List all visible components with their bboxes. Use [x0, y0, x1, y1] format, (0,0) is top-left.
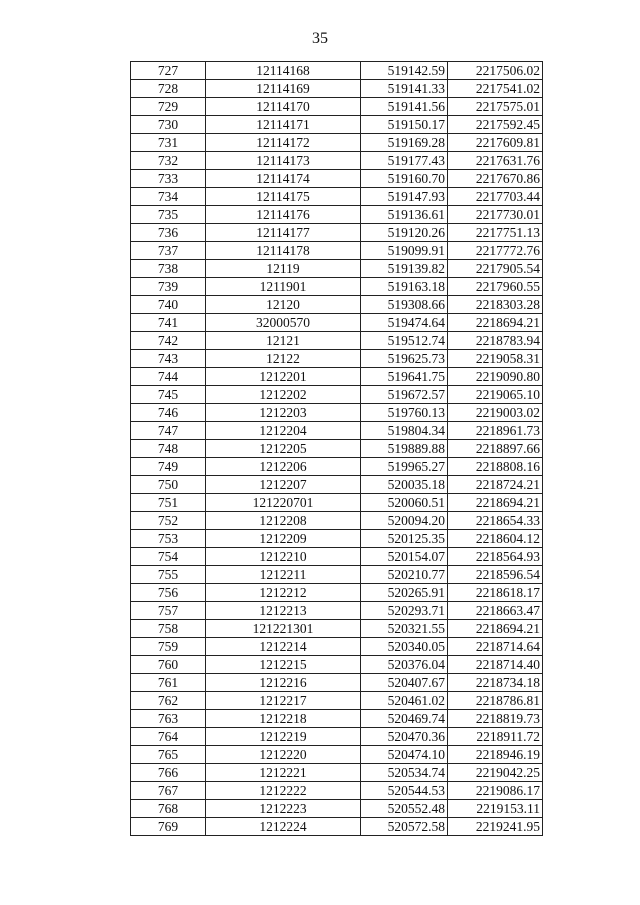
table-row — [131, 242, 543, 260]
table-row — [131, 332, 543, 350]
x-coordinate-cell: 519141.33 — [361, 80, 448, 98]
x-coordinate-cell: 519120.26 — [361, 224, 448, 242]
y-coordinate-cell: 2218618.17 — [448, 584, 543, 602]
row-number-cell: 751 — [131, 494, 206, 512]
row-number-cell: 762 — [131, 692, 206, 710]
y-coordinate-cell: 2218303.28 — [448, 296, 543, 314]
point-id-cell: 12114172 — [206, 134, 361, 152]
y-coordinate-cell: 2218819.73 — [448, 710, 543, 728]
row-number-cell: 764 — [131, 728, 206, 746]
coordinates-table — [130, 61, 543, 836]
point-id-cell: 1212212 — [206, 584, 361, 602]
point-id-cell: 12114170 — [206, 98, 361, 116]
row-number-cell: 757 — [131, 602, 206, 620]
point-id-cell: 1212216 — [206, 674, 361, 692]
x-coordinate-cell: 519150.17 — [361, 116, 448, 134]
x-coordinate-cell: 520154.07 — [361, 548, 448, 566]
point-id-cell: 1212205 — [206, 440, 361, 458]
table-row — [131, 584, 543, 602]
x-coordinate-cell: 520340.05 — [361, 638, 448, 656]
y-coordinate-cell: 2217751.13 — [448, 224, 543, 242]
y-coordinate-cell: 2217772.76 — [448, 242, 543, 260]
table-row — [131, 746, 543, 764]
point-id-cell: 1212207 — [206, 476, 361, 494]
table-row — [131, 530, 543, 548]
row-number-cell: 767 — [131, 782, 206, 800]
x-coordinate-cell: 519099.91 — [361, 242, 448, 260]
table-row — [131, 782, 543, 800]
point-id-cell: 12122 — [206, 350, 361, 368]
x-coordinate-cell: 520470.36 — [361, 728, 448, 746]
point-id-cell: 12114168 — [206, 62, 361, 80]
x-coordinate-cell: 520125.35 — [361, 530, 448, 548]
row-number-cell: 758 — [131, 620, 206, 638]
row-number-cell: 754 — [131, 548, 206, 566]
x-coordinate-cell: 519136.61 — [361, 206, 448, 224]
x-coordinate-cell: 520293.71 — [361, 602, 448, 620]
row-number-cell: 733 — [131, 170, 206, 188]
point-id-cell: 1212206 — [206, 458, 361, 476]
point-id-cell: 12114174 — [206, 170, 361, 188]
row-number-cell: 734 — [131, 188, 206, 206]
point-id-cell: 1211901 — [206, 278, 361, 296]
y-coordinate-cell: 2217541.02 — [448, 80, 543, 98]
point-id-cell: 1212208 — [206, 512, 361, 530]
table-row — [131, 278, 543, 296]
x-coordinate-cell: 520544.53 — [361, 782, 448, 800]
point-id-cell: 1212214 — [206, 638, 361, 656]
table-row — [131, 260, 543, 278]
point-id-cell: 121220701 — [206, 494, 361, 512]
x-coordinate-cell: 520035.18 — [361, 476, 448, 494]
point-id-cell: 1212203 — [206, 404, 361, 422]
y-coordinate-cell: 2217592.45 — [448, 116, 543, 134]
y-coordinate-cell: 2218694.21 — [448, 620, 543, 638]
point-id-cell: 1212213 — [206, 602, 361, 620]
y-coordinate-cell: 2218564.93 — [448, 548, 543, 566]
x-coordinate-cell: 519760.13 — [361, 404, 448, 422]
row-number-cell: 759 — [131, 638, 206, 656]
table-row — [131, 134, 543, 152]
y-coordinate-cell: 2219058.31 — [448, 350, 543, 368]
page-number: 35 — [312, 30, 328, 47]
y-coordinate-cell: 2218911.72 — [448, 728, 543, 746]
table-row — [131, 368, 543, 386]
table-row — [131, 422, 543, 440]
point-id-cell: 12121 — [206, 332, 361, 350]
y-coordinate-cell: 2218596.54 — [448, 566, 543, 584]
table-row — [131, 188, 543, 206]
table-row — [131, 62, 543, 80]
y-coordinate-cell: 2218946.19 — [448, 746, 543, 764]
table-row — [131, 494, 543, 512]
table-row — [131, 116, 543, 134]
y-coordinate-cell: 2218714.40 — [448, 656, 543, 674]
x-coordinate-cell: 519163.18 — [361, 278, 448, 296]
table-row — [131, 170, 543, 188]
y-coordinate-cell: 2217670.86 — [448, 170, 543, 188]
y-coordinate-cell: 2218714.64 — [448, 638, 543, 656]
table-row — [131, 476, 543, 494]
table-row — [131, 80, 543, 98]
table-row — [131, 818, 543, 836]
row-number-cell: 737 — [131, 242, 206, 260]
y-coordinate-cell: 2217575.01 — [448, 98, 543, 116]
y-coordinate-cell: 2219003.02 — [448, 404, 543, 422]
point-id-cell: 12114175 — [206, 188, 361, 206]
y-coordinate-cell: 2219065.10 — [448, 386, 543, 404]
x-coordinate-cell: 519308.66 — [361, 296, 448, 314]
y-coordinate-cell: 2218786.81 — [448, 692, 543, 710]
x-coordinate-cell: 519141.56 — [361, 98, 448, 116]
table-row — [131, 800, 543, 818]
point-id-cell: 1212204 — [206, 422, 361, 440]
y-coordinate-cell: 2217730.01 — [448, 206, 543, 224]
row-number-cell: 742 — [131, 332, 206, 350]
point-id-cell: 1212210 — [206, 548, 361, 566]
row-number-cell: 752 — [131, 512, 206, 530]
y-coordinate-cell: 2218808.16 — [448, 458, 543, 476]
table-row — [131, 314, 543, 332]
y-coordinate-cell: 2218734.18 — [448, 674, 543, 692]
table-row — [131, 404, 543, 422]
table-row — [131, 728, 543, 746]
point-id-cell: 1212209 — [206, 530, 361, 548]
row-number-cell: 756 — [131, 584, 206, 602]
table-row — [131, 566, 543, 584]
row-number-cell: 736 — [131, 224, 206, 242]
x-coordinate-cell: 519889.88 — [361, 440, 448, 458]
table-row — [131, 638, 543, 656]
row-number-cell: 748 — [131, 440, 206, 458]
x-coordinate-cell: 519142.59 — [361, 62, 448, 80]
point-id-cell: 1212222 — [206, 782, 361, 800]
table-row — [131, 620, 543, 638]
x-coordinate-cell: 520572.58 — [361, 818, 448, 836]
table-row — [131, 152, 543, 170]
point-id-cell: 32000570 — [206, 314, 361, 332]
y-coordinate-cell: 2218654.33 — [448, 512, 543, 530]
y-coordinate-cell: 2219042.25 — [448, 764, 543, 782]
x-coordinate-cell: 519177.43 — [361, 152, 448, 170]
x-coordinate-cell: 520210.77 — [361, 566, 448, 584]
table-row — [131, 656, 543, 674]
table-row — [131, 440, 543, 458]
point-id-cell: 1212224 — [206, 818, 361, 836]
table-row — [131, 386, 543, 404]
row-number-cell: 740 — [131, 296, 206, 314]
row-number-cell: 745 — [131, 386, 206, 404]
row-number-cell: 727 — [131, 62, 206, 80]
point-id-cell: 12114173 — [206, 152, 361, 170]
x-coordinate-cell: 520469.74 — [361, 710, 448, 728]
table-row — [131, 350, 543, 368]
point-id-cell: 1212223 — [206, 800, 361, 818]
point-id-cell: 12114178 — [206, 242, 361, 260]
x-coordinate-cell: 520534.74 — [361, 764, 448, 782]
point-id-cell: 12114171 — [206, 116, 361, 134]
y-coordinate-cell: 2218783.94 — [448, 332, 543, 350]
row-number-cell: 738 — [131, 260, 206, 278]
point-id-cell: 12114177 — [206, 224, 361, 242]
x-coordinate-cell: 519625.73 — [361, 350, 448, 368]
row-number-cell: 732 — [131, 152, 206, 170]
y-coordinate-cell: 2219153.11 — [448, 800, 543, 818]
point-id-cell: 1212218 — [206, 710, 361, 728]
x-coordinate-cell: 519139.82 — [361, 260, 448, 278]
y-coordinate-cell: 2218663.47 — [448, 602, 543, 620]
table-row — [131, 98, 543, 116]
point-id-cell: 12119 — [206, 260, 361, 278]
y-coordinate-cell: 2217960.55 — [448, 278, 543, 296]
x-coordinate-cell: 519672.57 — [361, 386, 448, 404]
x-coordinate-cell: 520461.02 — [361, 692, 448, 710]
table-row — [131, 764, 543, 782]
point-id-cell: 1212221 — [206, 764, 361, 782]
x-coordinate-cell: 520060.51 — [361, 494, 448, 512]
row-number-cell: 763 — [131, 710, 206, 728]
row-number-cell: 761 — [131, 674, 206, 692]
table-body — [131, 62, 543, 836]
row-number-cell: 746 — [131, 404, 206, 422]
point-id-cell: 1212215 — [206, 656, 361, 674]
row-number-cell: 739 — [131, 278, 206, 296]
row-number-cell: 769 — [131, 818, 206, 836]
point-id-cell: 12114169 — [206, 80, 361, 98]
row-number-cell: 741 — [131, 314, 206, 332]
x-coordinate-cell: 519512.74 — [361, 332, 448, 350]
row-number-cell: 765 — [131, 746, 206, 764]
row-number-cell: 753 — [131, 530, 206, 548]
x-coordinate-cell: 520552.48 — [361, 800, 448, 818]
row-number-cell: 730 — [131, 116, 206, 134]
table-row — [131, 512, 543, 530]
y-coordinate-cell: 2218694.21 — [448, 494, 543, 512]
row-number-cell: 743 — [131, 350, 206, 368]
point-id-cell: 1212211 — [206, 566, 361, 584]
x-coordinate-cell: 520094.20 — [361, 512, 448, 530]
y-coordinate-cell: 2217631.76 — [448, 152, 543, 170]
y-coordinate-cell: 2219086.17 — [448, 782, 543, 800]
table-row — [131, 548, 543, 566]
x-coordinate-cell: 519641.75 — [361, 368, 448, 386]
point-id-cell: 1212220 — [206, 746, 361, 764]
point-id-cell: 121221301 — [206, 620, 361, 638]
x-coordinate-cell: 519169.28 — [361, 134, 448, 152]
row-number-cell: 749 — [131, 458, 206, 476]
y-coordinate-cell: 2219241.95 — [448, 818, 543, 836]
x-coordinate-cell: 520407.67 — [361, 674, 448, 692]
x-coordinate-cell: 520265.91 — [361, 584, 448, 602]
row-number-cell: 744 — [131, 368, 206, 386]
row-number-cell: 755 — [131, 566, 206, 584]
x-coordinate-cell: 519965.27 — [361, 458, 448, 476]
y-coordinate-cell: 2219090.80 — [448, 368, 543, 386]
table-row — [131, 710, 543, 728]
table-row — [131, 206, 543, 224]
x-coordinate-cell: 519474.64 — [361, 314, 448, 332]
point-id-cell: 1212217 — [206, 692, 361, 710]
x-coordinate-cell: 519160.70 — [361, 170, 448, 188]
y-coordinate-cell: 2218897.66 — [448, 440, 543, 458]
table-row — [131, 296, 543, 314]
row-number-cell: 766 — [131, 764, 206, 782]
table-row — [131, 458, 543, 476]
row-number-cell: 728 — [131, 80, 206, 98]
x-coordinate-cell: 519804.34 — [361, 422, 448, 440]
point-id-cell: 1212201 — [206, 368, 361, 386]
point-id-cell: 12114176 — [206, 206, 361, 224]
table-row — [131, 674, 543, 692]
y-coordinate-cell: 2217609.81 — [448, 134, 543, 152]
point-id-cell: 12120 — [206, 296, 361, 314]
y-coordinate-cell: 2217506.02 — [448, 62, 543, 80]
x-coordinate-cell: 520321.55 — [361, 620, 448, 638]
y-coordinate-cell: 2218604.12 — [448, 530, 543, 548]
row-number-cell: 750 — [131, 476, 206, 494]
y-coordinate-cell: 2218961.73 — [448, 422, 543, 440]
row-number-cell: 731 — [131, 134, 206, 152]
row-number-cell: 760 — [131, 656, 206, 674]
y-coordinate-cell: 2218694.21 — [448, 314, 543, 332]
x-coordinate-cell: 520474.10 — [361, 746, 448, 764]
table-row — [131, 602, 543, 620]
x-coordinate-cell: 519147.93 — [361, 188, 448, 206]
table-row — [131, 692, 543, 710]
y-coordinate-cell: 2217703.44 — [448, 188, 543, 206]
row-number-cell: 735 — [131, 206, 206, 224]
x-coordinate-cell: 520376.04 — [361, 656, 448, 674]
table-row — [131, 224, 543, 242]
point-id-cell: 1212202 — [206, 386, 361, 404]
y-coordinate-cell: 2218724.21 — [448, 476, 543, 494]
point-id-cell: 1212219 — [206, 728, 361, 746]
row-number-cell: 729 — [131, 98, 206, 116]
row-number-cell: 768 — [131, 800, 206, 818]
row-number-cell: 747 — [131, 422, 206, 440]
y-coordinate-cell: 2217905.54 — [448, 260, 543, 278]
